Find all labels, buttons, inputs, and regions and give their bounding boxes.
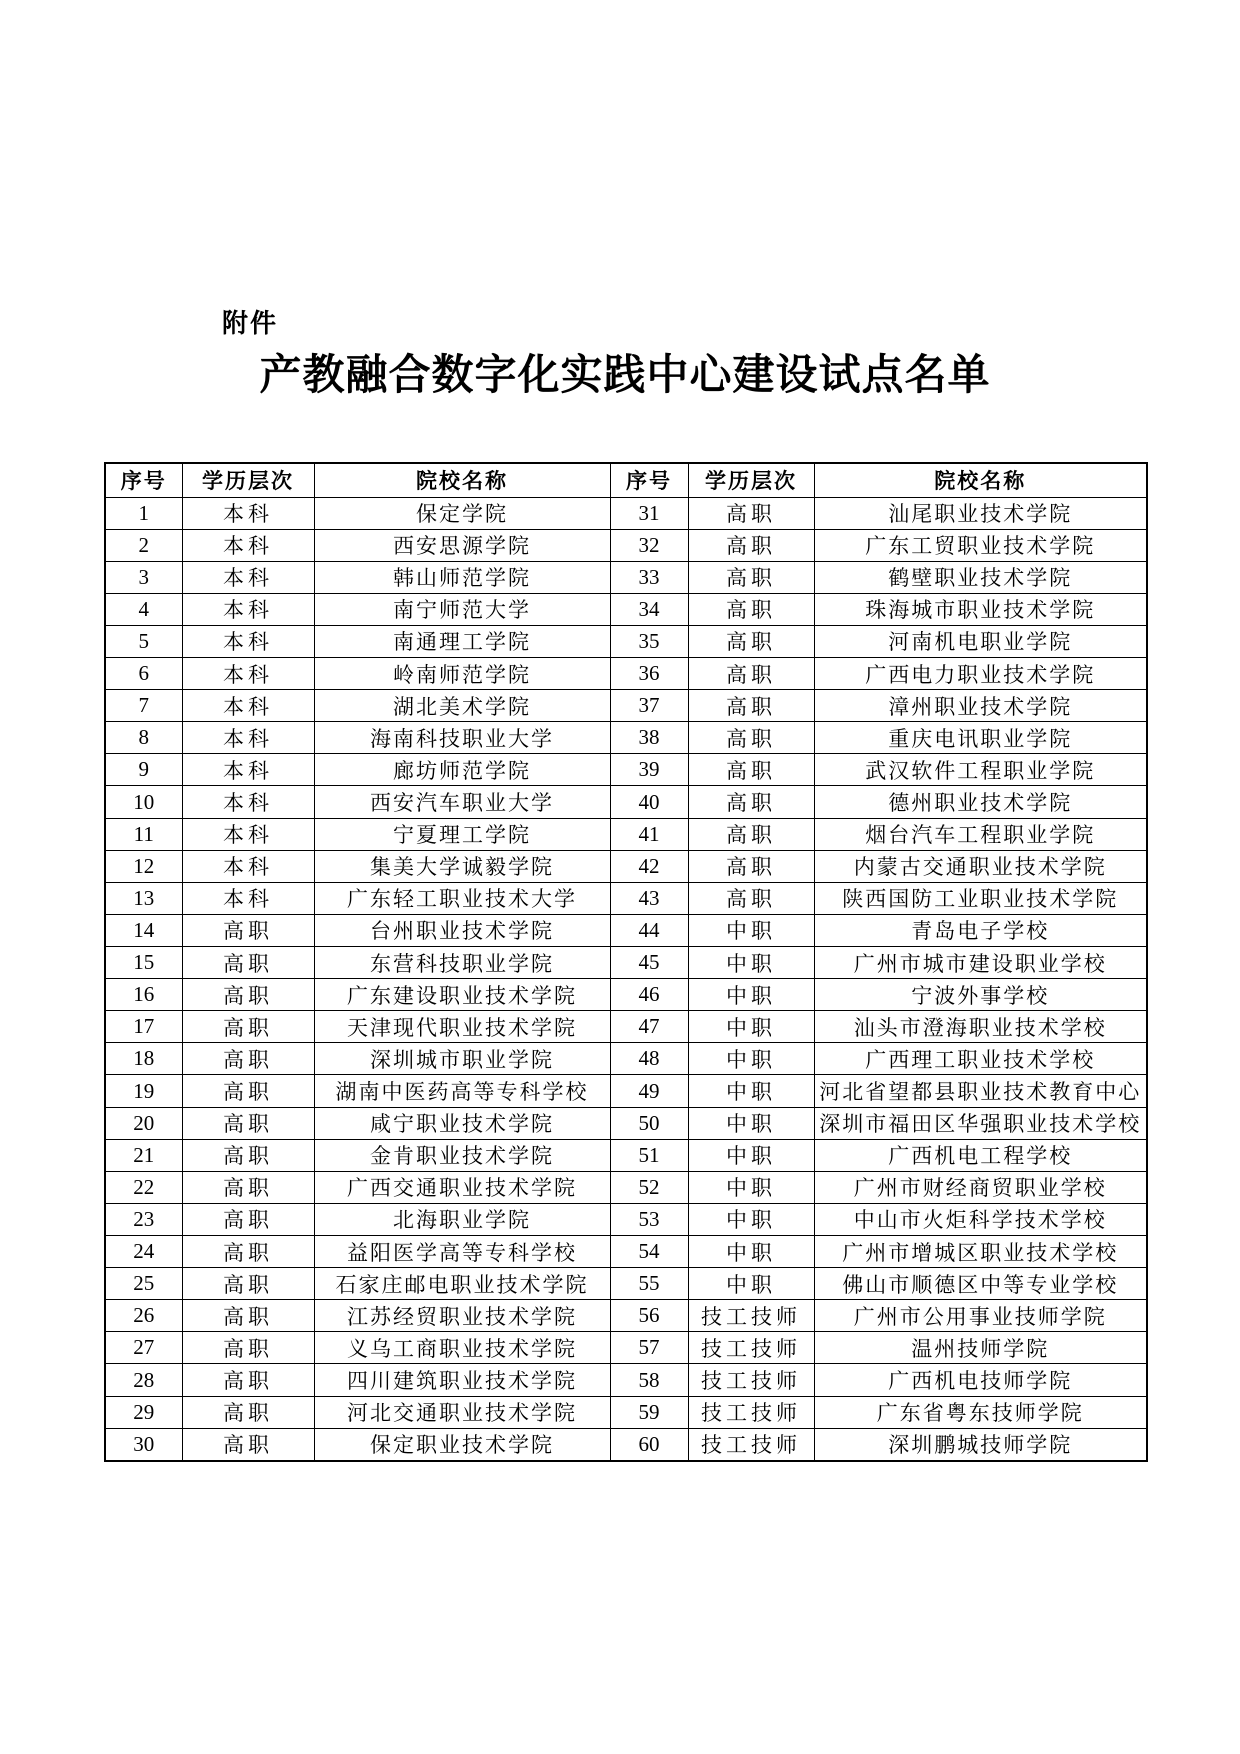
level-cell: 本科 bbox=[182, 625, 314, 657]
index-cell: 1 bbox=[105, 497, 182, 529]
level-cell: 高职 bbox=[182, 1332, 314, 1364]
index-cell: 10 bbox=[105, 786, 182, 818]
table-row bbox=[105, 1107, 1147, 1139]
index-cell: 33 bbox=[610, 561, 688, 593]
index-cell: 56 bbox=[610, 1300, 688, 1332]
name-cell: 北海职业学院 bbox=[314, 1203, 610, 1235]
index-cell: 49 bbox=[610, 1075, 688, 1107]
table-row bbox=[105, 625, 1147, 657]
table-row bbox=[105, 1075, 1147, 1107]
level-cell: 高职 bbox=[182, 1043, 314, 1075]
header-name-right: 院校名称 bbox=[814, 463, 1147, 497]
level-cell: 高职 bbox=[182, 1139, 314, 1171]
index-cell: 23 bbox=[105, 1203, 182, 1235]
level-cell: 本科 bbox=[182, 786, 314, 818]
index-cell: 19 bbox=[105, 1075, 182, 1107]
level-cell: 本科 bbox=[182, 497, 314, 529]
level-cell: 本科 bbox=[182, 690, 314, 722]
name-cell: 宁波外事学校 bbox=[814, 979, 1147, 1011]
level-cell: 高职 bbox=[182, 1364, 314, 1396]
level-cell: 高职 bbox=[182, 947, 314, 979]
index-cell: 47 bbox=[610, 1011, 688, 1043]
name-cell: 广州市财经商贸职业学校 bbox=[814, 1171, 1147, 1203]
name-cell: 咸宁职业技术学院 bbox=[314, 1107, 610, 1139]
index-cell: 55 bbox=[610, 1268, 688, 1300]
table-row bbox=[105, 593, 1147, 625]
name-cell: 四川建筑职业技术学院 bbox=[314, 1364, 610, 1396]
table-row bbox=[105, 1236, 1147, 1268]
name-cell: 保定职业技术学院 bbox=[314, 1428, 610, 1461]
name-cell: 深圳城市职业学院 bbox=[314, 1043, 610, 1075]
level-cell: 本科 bbox=[182, 850, 314, 882]
index-cell: 7 bbox=[105, 690, 182, 722]
name-cell: 南宁师范大学 bbox=[314, 593, 610, 625]
level-cell: 本科 bbox=[182, 882, 314, 914]
index-cell: 17 bbox=[105, 1011, 182, 1043]
level-cell: 高职 bbox=[688, 593, 814, 625]
table-row bbox=[105, 914, 1147, 946]
level-cell: 高职 bbox=[688, 658, 814, 690]
header-index-left: 序号 bbox=[105, 463, 182, 497]
index-cell: 43 bbox=[610, 882, 688, 914]
table-row bbox=[105, 1268, 1147, 1300]
name-cell: 中山市火炬科学技术学校 bbox=[814, 1203, 1147, 1235]
index-cell: 16 bbox=[105, 979, 182, 1011]
name-cell: 广东轻工职业技术大学 bbox=[314, 882, 610, 914]
table-row bbox=[105, 690, 1147, 722]
table-row bbox=[105, 1396, 1147, 1428]
table-row bbox=[105, 1300, 1147, 1332]
header-index-right: 序号 bbox=[610, 463, 688, 497]
index-cell: 51 bbox=[610, 1139, 688, 1171]
index-cell: 57 bbox=[610, 1332, 688, 1364]
level-cell: 本科 bbox=[182, 561, 314, 593]
level-cell: 高职 bbox=[688, 786, 814, 818]
level-cell: 高职 bbox=[688, 529, 814, 561]
index-cell: 54 bbox=[610, 1236, 688, 1268]
pilot-list-table bbox=[104, 462, 1148, 1462]
name-cell: 江苏经贸职业技术学院 bbox=[314, 1300, 610, 1332]
name-cell: 广西机电技师学院 bbox=[814, 1364, 1147, 1396]
level-cell: 高职 bbox=[182, 1428, 314, 1461]
header-name-left: 院校名称 bbox=[314, 463, 610, 497]
name-cell: 广西电力职业技术学院 bbox=[814, 658, 1147, 690]
name-cell: 韩山师范学院 bbox=[314, 561, 610, 593]
name-cell: 广东工贸职业技术学院 bbox=[814, 529, 1147, 561]
index-cell: 6 bbox=[105, 658, 182, 690]
name-cell: 台州职业技术学院 bbox=[314, 914, 610, 946]
level-cell: 高职 bbox=[688, 625, 814, 657]
name-cell: 益阳医学高等专科学校 bbox=[314, 1236, 610, 1268]
level-cell: 高职 bbox=[688, 722, 814, 754]
level-cell: 中职 bbox=[688, 1043, 814, 1075]
level-cell: 高职 bbox=[182, 1011, 314, 1043]
name-cell: 温州技师学院 bbox=[814, 1332, 1147, 1364]
index-cell: 4 bbox=[105, 593, 182, 625]
header-level-right: 学历层次 bbox=[688, 463, 814, 497]
level-cell: 高职 bbox=[182, 979, 314, 1011]
level-cell: 中职 bbox=[688, 1139, 814, 1171]
index-cell: 25 bbox=[105, 1268, 182, 1300]
name-cell: 宁夏理工学院 bbox=[314, 818, 610, 850]
level-cell: 高职 bbox=[688, 754, 814, 786]
name-cell: 汕尾职业技术学院 bbox=[814, 497, 1147, 529]
level-cell: 高职 bbox=[182, 914, 314, 946]
name-cell: 义乌工商职业技术学院 bbox=[314, 1332, 610, 1364]
level-cell: 高职 bbox=[688, 690, 814, 722]
index-cell: 26 bbox=[105, 1300, 182, 1332]
name-cell: 保定学院 bbox=[314, 497, 610, 529]
name-cell: 湖北美术学院 bbox=[314, 690, 610, 722]
index-cell: 18 bbox=[105, 1043, 182, 1075]
index-cell: 45 bbox=[610, 947, 688, 979]
index-cell: 8 bbox=[105, 722, 182, 754]
level-cell: 高职 bbox=[688, 882, 814, 914]
index-cell: 59 bbox=[610, 1396, 688, 1428]
name-cell: 广西理工职业技术学校 bbox=[814, 1043, 1147, 1075]
index-cell: 29 bbox=[105, 1396, 182, 1428]
level-cell: 本科 bbox=[182, 722, 314, 754]
level-cell: 高职 bbox=[182, 1236, 314, 1268]
index-cell: 41 bbox=[610, 818, 688, 850]
name-cell: 陕西国防工业职业技术学院 bbox=[814, 882, 1147, 914]
index-cell: 50 bbox=[610, 1107, 688, 1139]
level-cell: 本科 bbox=[182, 818, 314, 850]
name-cell: 西安思源学院 bbox=[314, 529, 610, 561]
level-cell: 高职 bbox=[182, 1268, 314, 1300]
table-row bbox=[105, 979, 1147, 1011]
index-cell: 22 bbox=[105, 1171, 182, 1203]
name-cell: 天津现代职业技术学院 bbox=[314, 1011, 610, 1043]
name-cell: 廊坊师范学院 bbox=[314, 754, 610, 786]
table-row bbox=[105, 658, 1147, 690]
name-cell: 德州职业技术学院 bbox=[814, 786, 1147, 818]
name-cell: 青岛电子学校 bbox=[814, 914, 1147, 946]
level-cell: 技工技师 bbox=[688, 1428, 814, 1461]
name-cell: 广东建设职业技术学院 bbox=[314, 979, 610, 1011]
level-cell: 中职 bbox=[688, 914, 814, 946]
level-cell: 高职 bbox=[182, 1396, 314, 1428]
name-cell: 广州市城市建设职业学校 bbox=[814, 947, 1147, 979]
table-row bbox=[105, 1139, 1147, 1171]
level-cell: 中职 bbox=[688, 1236, 814, 1268]
level-cell: 技工技师 bbox=[688, 1396, 814, 1428]
name-cell: 广州市公用事业技师学院 bbox=[814, 1300, 1147, 1332]
index-cell: 60 bbox=[610, 1428, 688, 1461]
index-cell: 12 bbox=[105, 850, 182, 882]
table-row bbox=[105, 1364, 1147, 1396]
table-row bbox=[105, 786, 1147, 818]
index-cell: 28 bbox=[105, 1364, 182, 1396]
index-cell: 48 bbox=[610, 1043, 688, 1075]
level-cell: 本科 bbox=[182, 658, 314, 690]
level-cell: 高职 bbox=[182, 1171, 314, 1203]
index-cell: 14 bbox=[105, 914, 182, 946]
name-cell: 河南机电职业学院 bbox=[814, 625, 1147, 657]
name-cell: 广西机电工程学校 bbox=[814, 1139, 1147, 1171]
level-cell: 中职 bbox=[688, 1268, 814, 1300]
name-cell: 深圳鹏城技师学院 bbox=[814, 1428, 1147, 1461]
index-cell: 34 bbox=[610, 593, 688, 625]
index-cell: 35 bbox=[610, 625, 688, 657]
name-cell: 西安汽车职业大学 bbox=[314, 786, 610, 818]
level-cell: 中职 bbox=[688, 1075, 814, 1107]
level-cell: 高职 bbox=[688, 497, 814, 529]
level-cell: 本科 bbox=[182, 754, 314, 786]
name-cell: 东营科技职业学院 bbox=[314, 947, 610, 979]
name-cell: 广东省粤东技师学院 bbox=[814, 1396, 1147, 1428]
index-cell: 46 bbox=[610, 979, 688, 1011]
index-cell: 52 bbox=[610, 1171, 688, 1203]
name-cell: 广西交通职业技术学院 bbox=[314, 1171, 610, 1203]
table-row bbox=[105, 850, 1147, 882]
level-cell: 高职 bbox=[182, 1300, 314, 1332]
index-cell: 38 bbox=[610, 722, 688, 754]
name-cell: 湖南中医药高等专科学校 bbox=[314, 1075, 610, 1107]
table-row bbox=[105, 818, 1147, 850]
index-cell: 53 bbox=[610, 1203, 688, 1235]
index-cell: 39 bbox=[610, 754, 688, 786]
name-cell: 武汉软件工程职业学院 bbox=[814, 754, 1147, 786]
name-cell: 河北交通职业技术学院 bbox=[314, 1396, 610, 1428]
name-cell: 漳州职业技术学院 bbox=[814, 690, 1147, 722]
table-row bbox=[105, 1203, 1147, 1235]
table-row bbox=[105, 1332, 1147, 1364]
level-cell: 技工技师 bbox=[688, 1364, 814, 1396]
table-row bbox=[105, 497, 1147, 529]
level-cell: 中职 bbox=[688, 1107, 814, 1139]
index-cell: 40 bbox=[610, 786, 688, 818]
header-level-left: 学历层次 bbox=[182, 463, 314, 497]
document-title: 产教融合数字化实践中心建设试点名单 bbox=[259, 353, 991, 399]
name-cell: 南通理工学院 bbox=[314, 625, 610, 657]
index-cell: 37 bbox=[610, 690, 688, 722]
table-row bbox=[105, 561, 1147, 593]
name-cell: 珠海城市职业技术学院 bbox=[814, 593, 1147, 625]
index-cell: 2 bbox=[105, 529, 182, 561]
name-cell: 重庆电讯职业学院 bbox=[814, 722, 1147, 754]
name-cell: 内蒙古交通职业技术学院 bbox=[814, 850, 1147, 882]
name-cell: 广州市增城区职业技术学校 bbox=[814, 1236, 1147, 1268]
level-cell: 高职 bbox=[182, 1203, 314, 1235]
index-cell: 58 bbox=[610, 1364, 688, 1396]
level-cell: 中职 bbox=[688, 1171, 814, 1203]
index-cell: 32 bbox=[610, 529, 688, 561]
name-cell: 鹤壁职业技术学院 bbox=[814, 561, 1147, 593]
attachment-label: 附件 bbox=[222, 308, 279, 338]
table-row bbox=[105, 882, 1147, 914]
index-cell: 44 bbox=[610, 914, 688, 946]
index-cell: 5 bbox=[105, 625, 182, 657]
index-cell: 31 bbox=[610, 497, 688, 529]
level-cell: 高职 bbox=[688, 818, 814, 850]
index-cell: 21 bbox=[105, 1139, 182, 1171]
name-cell: 石家庄邮电职业技术学院 bbox=[314, 1268, 610, 1300]
level-cell: 技工技师 bbox=[688, 1332, 814, 1364]
table-row bbox=[105, 722, 1147, 754]
name-cell: 烟台汽车工程职业学院 bbox=[814, 818, 1147, 850]
table-header-row bbox=[105, 463, 1147, 497]
name-cell: 河北省望都县职业技术教育中心 bbox=[814, 1075, 1147, 1107]
table-row bbox=[105, 1011, 1147, 1043]
name-cell: 佛山市顺德区中等专业学校 bbox=[814, 1268, 1147, 1300]
table-row bbox=[105, 1043, 1147, 1075]
name-cell: 岭南师范学院 bbox=[314, 658, 610, 690]
level-cell: 高职 bbox=[688, 850, 814, 882]
level-cell: 中职 bbox=[688, 947, 814, 979]
table-row bbox=[105, 529, 1147, 561]
table-body bbox=[105, 497, 1147, 1461]
index-cell: 15 bbox=[105, 947, 182, 979]
index-cell: 30 bbox=[105, 1428, 182, 1461]
level-cell: 本科 bbox=[182, 529, 314, 561]
name-cell: 金肯职业技术学院 bbox=[314, 1139, 610, 1171]
level-cell: 高职 bbox=[688, 561, 814, 593]
level-cell: 中职 bbox=[688, 1011, 814, 1043]
table-row bbox=[105, 1171, 1147, 1203]
level-cell: 本科 bbox=[182, 593, 314, 625]
index-cell: 9 bbox=[105, 754, 182, 786]
index-cell: 24 bbox=[105, 1236, 182, 1268]
index-cell: 13 bbox=[105, 882, 182, 914]
level-cell: 中职 bbox=[688, 1203, 814, 1235]
level-cell: 高职 bbox=[182, 1107, 314, 1139]
name-cell: 海南科技职业大学 bbox=[314, 722, 610, 754]
name-cell: 深圳市福田区华强职业技术学校 bbox=[814, 1107, 1147, 1139]
table-row bbox=[105, 1428, 1147, 1461]
table-row bbox=[105, 754, 1147, 786]
index-cell: 3 bbox=[105, 561, 182, 593]
index-cell: 20 bbox=[105, 1107, 182, 1139]
level-cell: 技工技师 bbox=[688, 1300, 814, 1332]
index-cell: 11 bbox=[105, 818, 182, 850]
level-cell: 中职 bbox=[688, 979, 814, 1011]
name-cell: 集美大学诚毅学院 bbox=[314, 850, 610, 882]
index-cell: 36 bbox=[610, 658, 688, 690]
table-row bbox=[105, 947, 1147, 979]
index-cell: 42 bbox=[610, 850, 688, 882]
index-cell: 27 bbox=[105, 1332, 182, 1364]
name-cell: 汕头市澄海职业技术学校 bbox=[814, 1011, 1147, 1043]
level-cell: 高职 bbox=[182, 1075, 314, 1107]
